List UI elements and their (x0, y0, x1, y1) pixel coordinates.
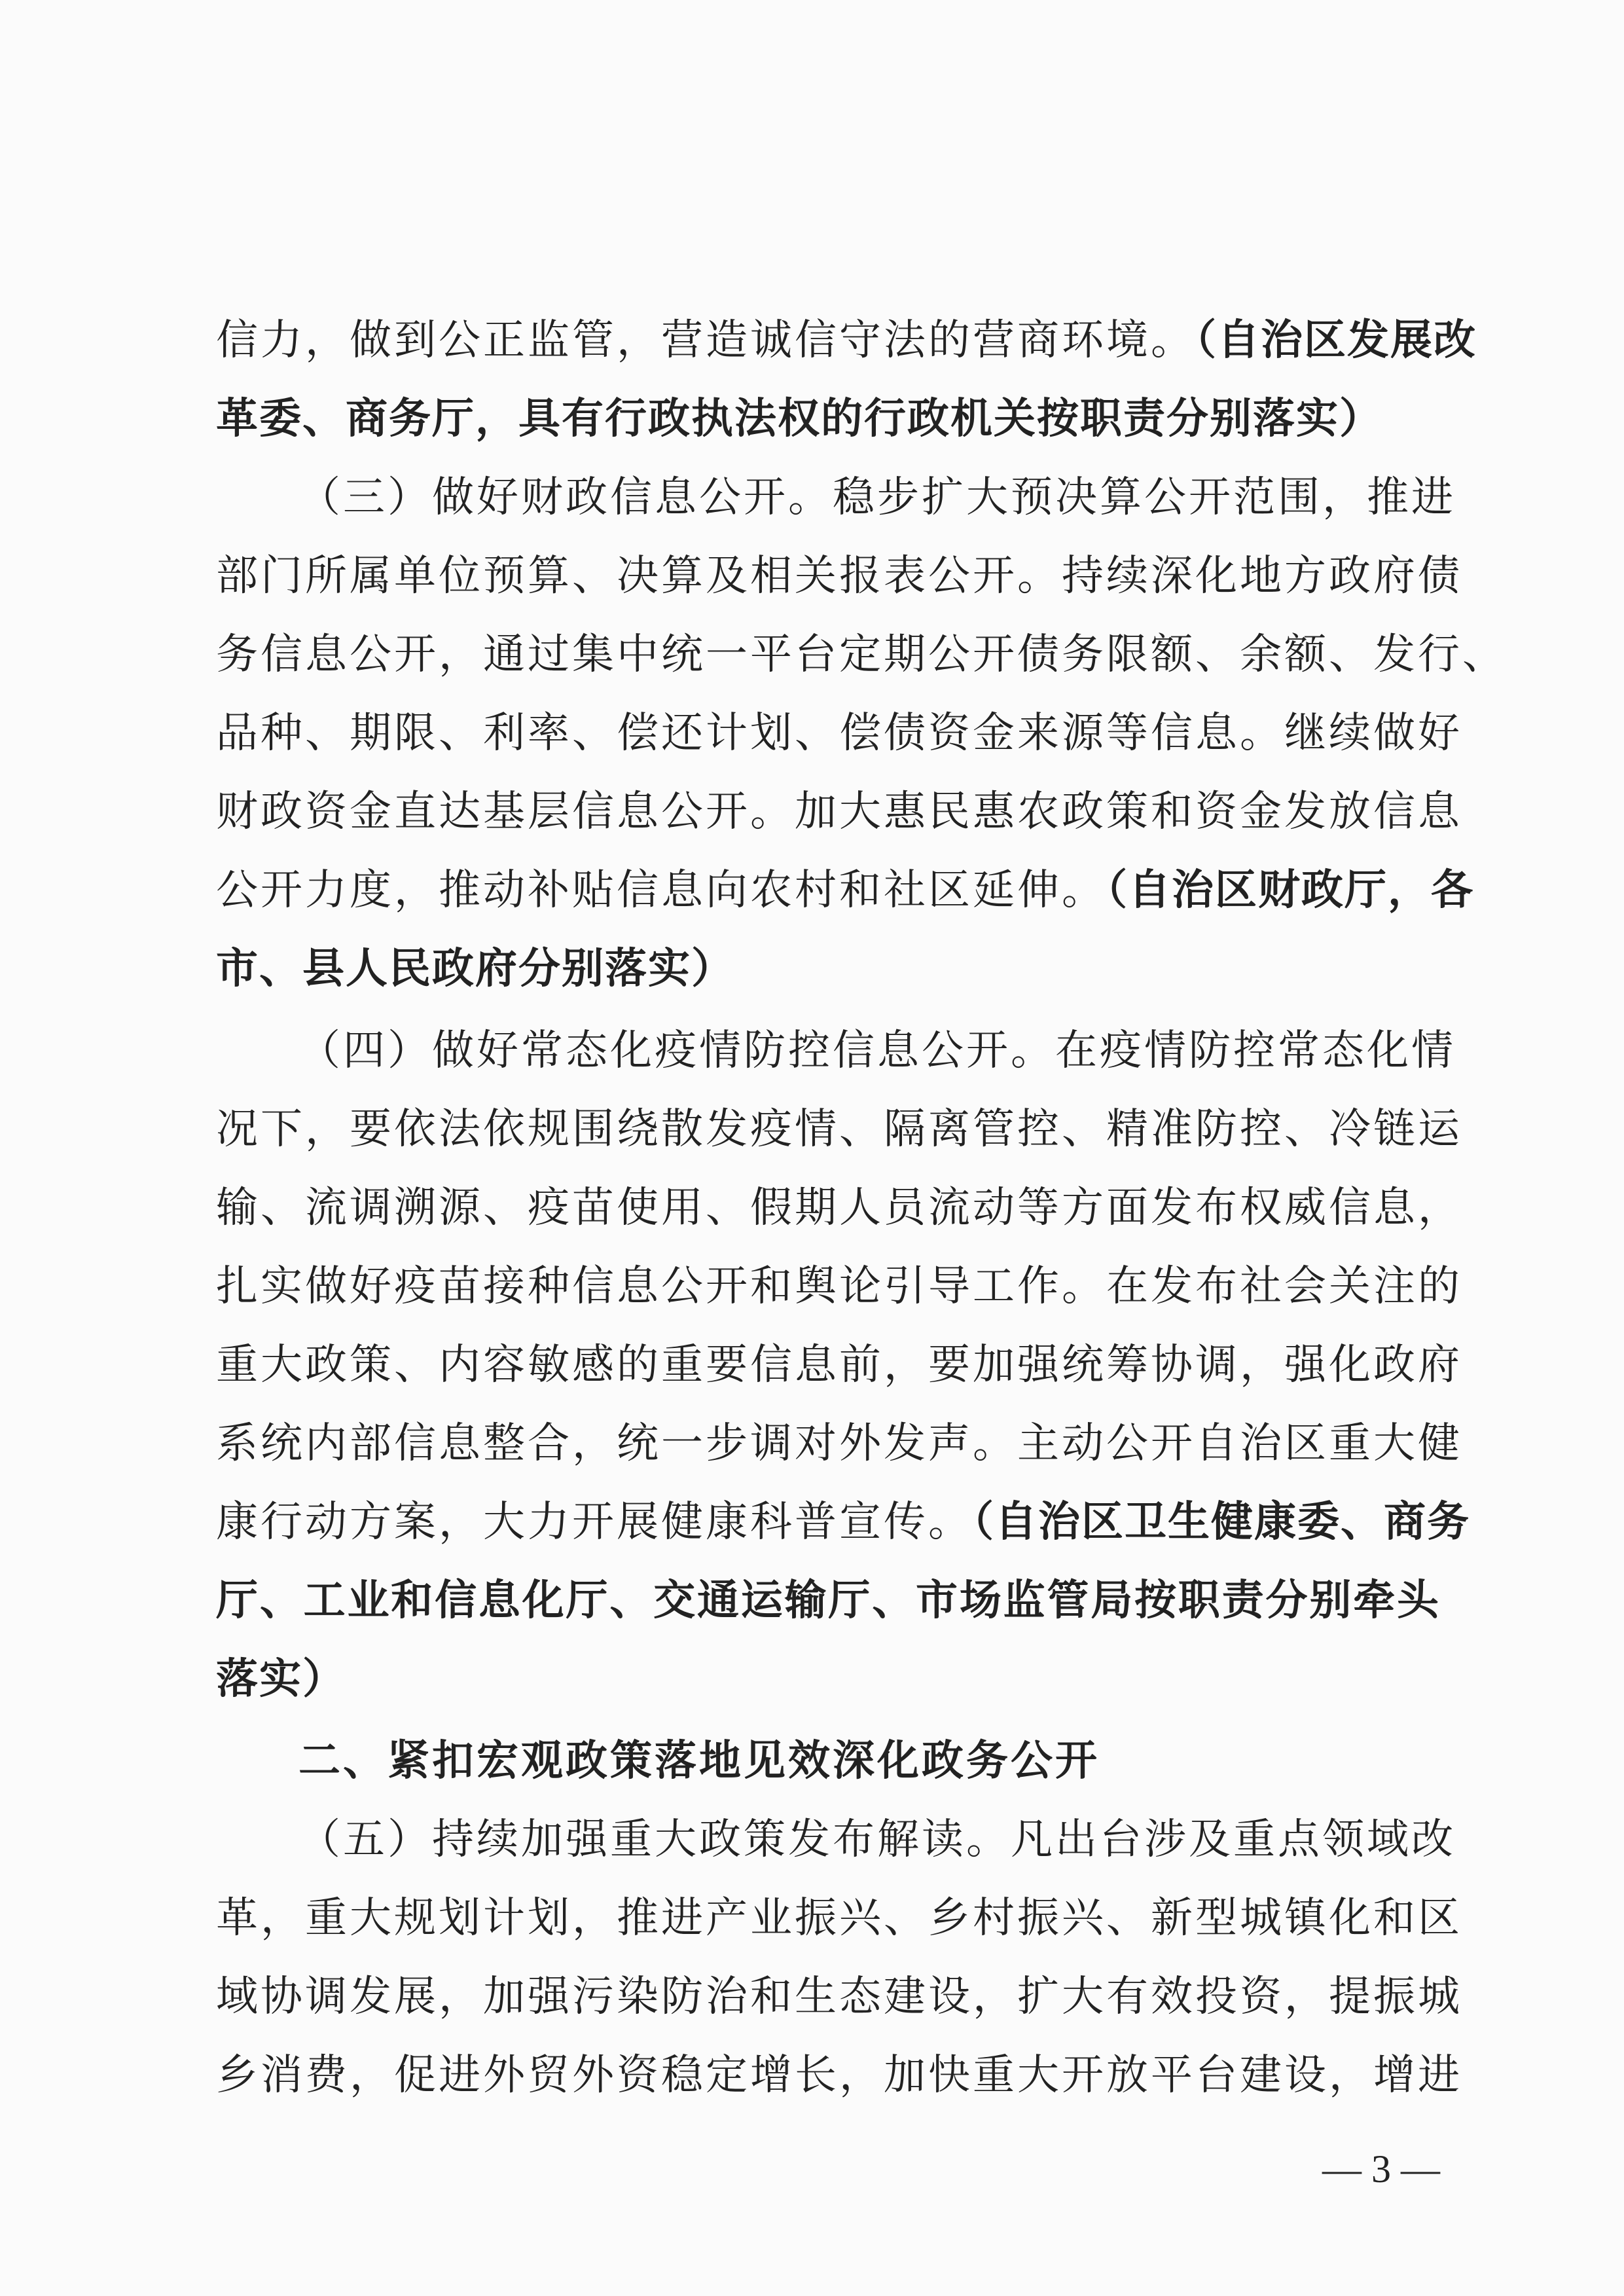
text-run: 输、流调溯源、疫苗使用、假期人员流动等方面发布权威信息， (216, 1184, 1462, 1232)
text-line (216, 1326, 1462, 1404)
text-run: 公开力度，推动补贴信息向农村和社区延伸。 (216, 866, 1106, 915)
text-line (216, 301, 1477, 380)
text-line (216, 1879, 1462, 1958)
section-heading: 二、紧扣宏观政策落地见效深化政务公开 (298, 1737, 1100, 1785)
text-run: 务信息公开，通过集中统一平台定期公开债务限额、余额、发行、 (216, 630, 1507, 679)
text-line (216, 537, 1462, 615)
text-line (216, 1169, 1462, 1247)
text-run: 品种、期限、利率、偿还计划、偿债资金来源等信息。继续做好 (216, 709, 1462, 757)
text-line (298, 1722, 1440, 1800)
text-line (298, 1800, 1456, 1879)
text-run: 信力，做到公正监管，营造诚信守法的营商环境。 (216, 316, 1195, 365)
text-line (216, 1640, 1440, 1719)
text-run: 域协调发展，加强污染防治和生态建设，扩大有效投资，提振城 (216, 1973, 1462, 2021)
text-run: 乡消费，促进外贸外资稳定增长，加快重大开放平台建设，增进 (216, 2051, 1462, 2100)
text-line (216, 2036, 1462, 2115)
text-line (216, 694, 1462, 773)
text-line (216, 1483, 1470, 1561)
text-run: 扎实做好疫苗接种信息公开和舆论引导工作。在发布社会关注的 (216, 1262, 1462, 1311)
responsible-units: 厅、工业和信息化厅、交通运输厅、市场监管局按职责分别牵头 (216, 1576, 1440, 1625)
text-line (216, 930, 1440, 1008)
text-line (216, 1247, 1462, 1326)
responsible-units: 落实） (216, 1655, 346, 1704)
text-line (216, 851, 1474, 930)
responsible-units: （自治区发展改 (1195, 316, 1477, 365)
responsible-units: 革委、商务厅，具有行政执法权的行政机关按职责分别落实） (216, 395, 1382, 443)
text-run: 革，重大规划计划，推进产业振兴、乡村振兴、新型城镇化和区 (216, 1894, 1462, 1942)
text-line (216, 773, 1462, 851)
text-run: （四）做好常态化疫情防控信息公开。在疫情防控常态化情 (298, 1027, 1456, 1075)
text-line (298, 1011, 1456, 1090)
text-line (216, 615, 1507, 694)
text-line (216, 1404, 1462, 1483)
text-run: 系统内部信息整合，统一步调对外发声。主动公开自治区重大健 (216, 1419, 1462, 1468)
text-run: （三）做好财政信息公开。稳步扩大预决算公开范围，推进 (298, 473, 1456, 522)
text-run: （五）持续加强重大政策发布解读。凡出台涉及重点领域改 (298, 1815, 1456, 1864)
text-line (216, 1561, 1440, 1640)
responsible-units: （自治区财政厅，各 (1106, 866, 1474, 915)
text-run: 重大政策、内容敏感的重要信息前，要加强统筹协调，强化政府 (216, 1341, 1462, 1389)
responsible-units: 市、县人民政府分别落实） (216, 945, 734, 993)
text-run: 部门所属单位预算、决算及相关报表公开。持续深化地方政府债 (216, 552, 1462, 600)
text-run: 康行动方案，大力开展健康科普宣传。 (216, 1498, 973, 1546)
text-line (216, 1090, 1462, 1169)
text-run: 财政资金直达基层信息公开。加大惠民惠农政策和资金发放信息 (216, 788, 1462, 836)
text-line (216, 1958, 1462, 2036)
responsible-units: （自治区卫生健康委、商务 (973, 1498, 1470, 1546)
text-run: 况下，要依法依规围绕散发疫情、隔离管控、精准防控、冷链运 (216, 1105, 1462, 1154)
text-line (298, 458, 1456, 537)
page-number: — 3 — (1322, 2147, 1440, 2191)
text-line (216, 380, 1440, 458)
